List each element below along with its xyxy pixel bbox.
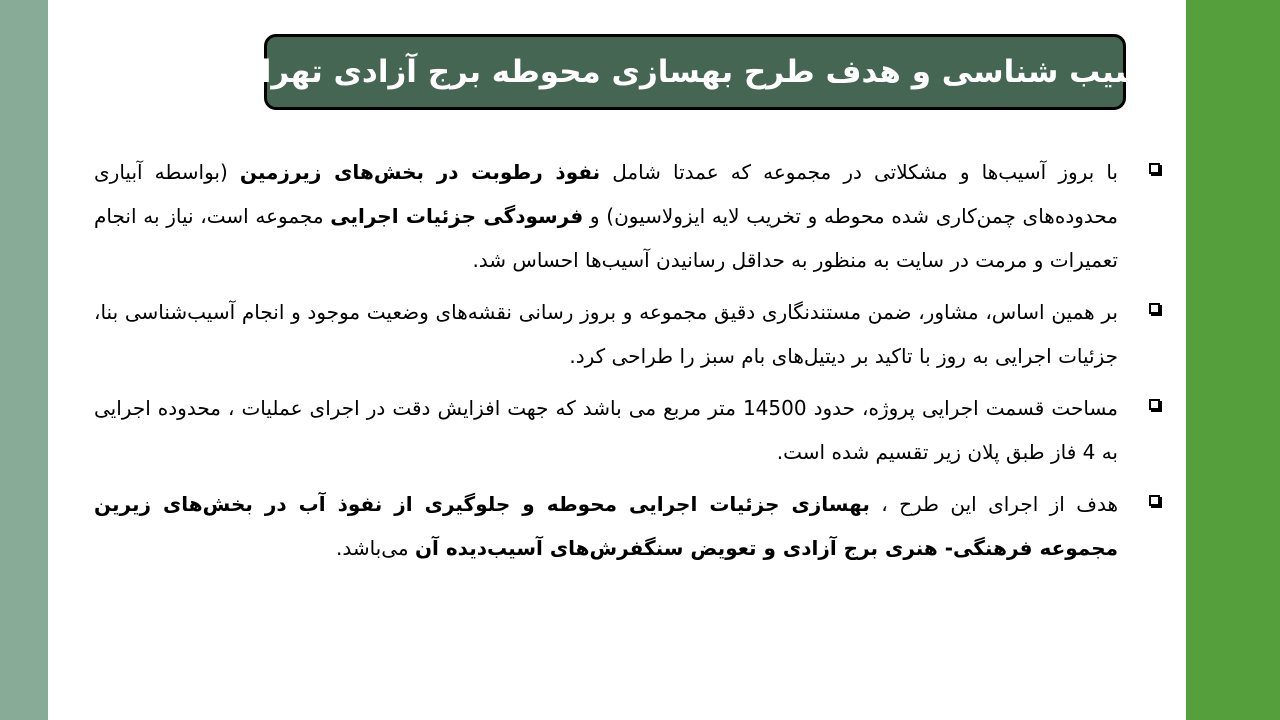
text-segment: (بواسطه آبیاری محدوده‌های چمن‌کاری شده محوطه و تخریب لایه ایزولاسیون) و [94, 160, 1118, 228]
slide-title: آسیب شناسی و هدف طرح بهسازی محوطه برج آزادی تهران [234, 54, 1156, 90]
square-bullet-icon [1149, 163, 1160, 174]
title-box [234, 34, 1156, 110]
bullet-item-1 [94, 150, 1160, 282]
bullet-list [94, 150, 1160, 578]
left-decorative-band [0, 0, 48, 720]
bullet-item-4 [94, 482, 1160, 570]
right-decorative-band [1186, 0, 1280, 720]
bold-text-segment: بهسازی جزئیات اجرایی محوطه و جلوگیری از نفوذ آب در بخش‌های زیرین مجموعه فرهنگی- هنری برج آزادی و تعویض سنگفرش‌های آسیب‌دیده آن [94, 492, 1118, 560]
bullet-text [94, 290, 1118, 378]
bullet-item-3 [94, 386, 1160, 474]
square-bullet-icon [1149, 399, 1160, 410]
text-segment: مساحت قسمت اجرایی پروژه، حدود 14500 متر مربع می باشد که جهت افزایش دقت در اجرای عملیات ، محدوده اجرایی به 4 فاز طبق پلان زیر تقسیم شده است. [94, 396, 1118, 464]
text-segment: بر همین اساس، مشاور، ضمن مستندنگاری دقیق مجموعه و بروز رسانی نقشه‌های وضعیت موجود و انجام آسیب‌شناسی بنا، جزئیات اجرایی به روز با تاکید بر دیتیل‌های بام سبز را طراحی کرد. [94, 300, 1118, 368]
text-segment: مجموعه است، نیاز به انجام تعمیرات و مرمت در سایت به منظور به حداقل رسانیدن آسیب‌ها احساس شد. [94, 204, 1118, 272]
bold-text-segment: فرسودگی جزئیات اجرایی [330, 204, 584, 228]
bold-text-segment: نفوذ رطوبت در بخش‌های زیرزمین [239, 160, 601, 184]
bullet-text [94, 482, 1118, 570]
bullet-item-2 [94, 290, 1160, 378]
text-segment: می‌باشد. [335, 536, 415, 560]
square-bullet-icon [1149, 495, 1160, 506]
text-segment: با بروز آسیب‌ها و مشکلاتی در مجموعه که عمدتا شامل [600, 160, 1118, 184]
square-bullet-icon [1149, 303, 1160, 314]
text-segment: هدف از اجرای این طرح ، [869, 492, 1119, 516]
bullet-text [94, 386, 1118, 474]
bullet-text [94, 150, 1118, 282]
